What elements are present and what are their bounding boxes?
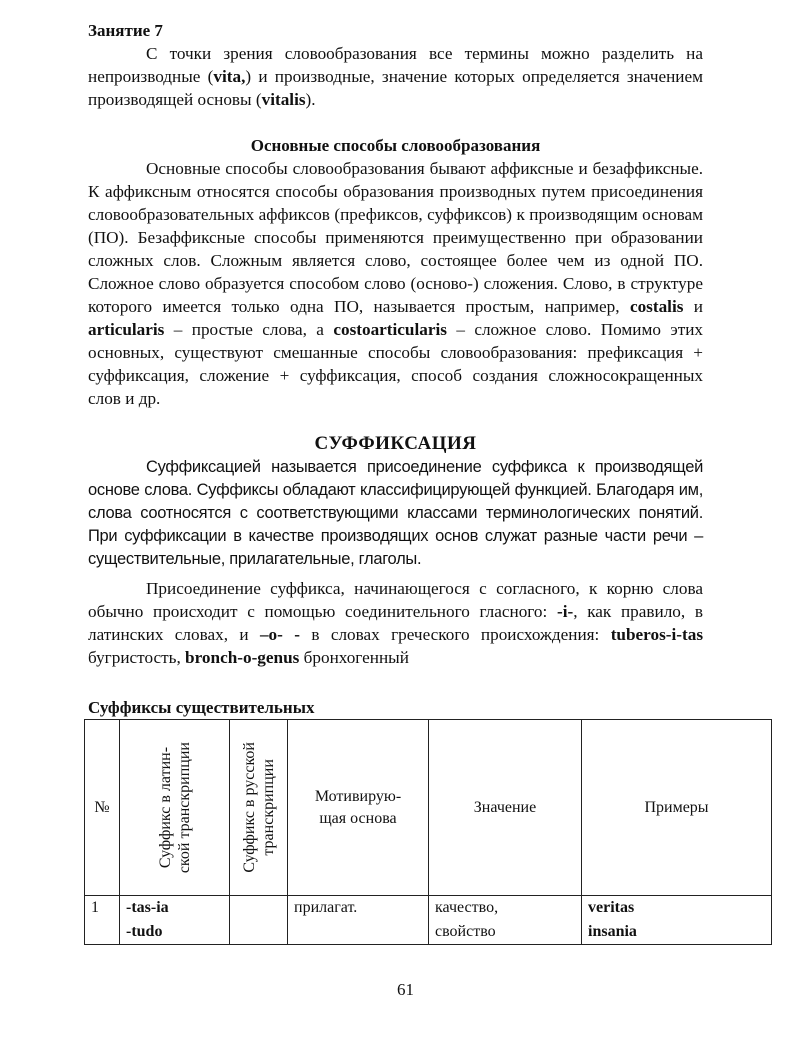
header-meaning: Значение bbox=[429, 720, 582, 896]
cell-latin-suffix: -tas-ia -tudo bbox=[120, 896, 230, 945]
intro-paragraph: С точки зрения словообразования все термины можно разделить на непроизводные (vita,) и производные, значение которых определяется значением производящей основы (vitalis). bbox=[88, 44, 703, 109]
page-number: 61 bbox=[397, 980, 414, 999]
term-costoarticularis: costoarticularis bbox=[333, 320, 447, 339]
table-header-row bbox=[85, 720, 772, 896]
term-bronchogenus: bronch-o-genus bbox=[185, 648, 300, 667]
cell-number: 1 bbox=[85, 896, 120, 945]
term-tuberositas: tuberos-i-tas bbox=[610, 625, 704, 644]
suffix-table bbox=[84, 719, 772, 945]
term-vita: vita, bbox=[213, 67, 246, 86]
cell-examples: veritas insania bbox=[582, 896, 772, 945]
cell-motivating-base: прилагат. bbox=[288, 896, 429, 945]
cell-russian-suffix bbox=[230, 896, 288, 945]
methods-heading: Основные способы словообразования bbox=[250, 136, 541, 155]
header-examples: Примеры bbox=[582, 720, 772, 896]
methods-paragraph: Основные способы словообразования бывают аффиксные и безаффиксные. К аффиксным относятся способы образования производных путем присоединения словообразовательных аффиксов (префиксов, суффиксов) к производящим основам (ПО). Безаффиксные способы применяются преимущественно при образовании сложных слов. Сложным является слово, состоящее более чем из одной ПО. Сложное слово образуется способом слово (осново-) сложения. Слово, в структуре которого имеется только одна ПО, называется простым, например, costalis и articularis – простые слова, а costoarticularis – сложное слово. Помимо этих основных, существуют смешанные способы словообразования: префиксация + суффиксация, сложение + суффиксация, способ создания сложносокращенных слов и др. bbox=[88, 159, 704, 408]
cell-meaning: качество, свойство bbox=[429, 896, 582, 945]
page-content bbox=[88, 20, 709, 945]
header-motivating-base: Мотивирую- щая основа bbox=[288, 720, 429, 896]
term-vitalis: vitalis bbox=[261, 90, 306, 109]
term-articularis: articularis bbox=[88, 320, 165, 339]
suffixation-paragraph-2: Присоединение суффикса, начинающегося с согласного, к корню слова обычно происходит с помощью соединительного гласного: -i-, как правило, в латинских словах, и –о- - в словах греческого происхождения: tuberos-i-tas бугристость, bronch-o-genus бронхогенный bbox=[88, 579, 704, 667]
suffixation-heading: СУФФИКСАЦИЯ bbox=[314, 433, 477, 454]
header-number: № bbox=[85, 720, 120, 896]
term-costalis: costalis bbox=[629, 297, 684, 316]
table-caption: Суффиксы существительных bbox=[88, 698, 315, 717]
table-row bbox=[85, 896, 772, 945]
suffixation-paragraph-1: Суффиксацией называется присоединение суффикса к производящей основе слова. Суффиксы обладают классифицирующей функцией. Благодаря им, слова соотносятся с соответствующими классами терминологических понятий. При суффиксации в качестве производящих основ служат разные части речи – существительные, прилагательные, глаголы. bbox=[88, 458, 703, 568]
header-latin-suffix: Суффикс в латин- ской транскрипции bbox=[120, 720, 230, 896]
lesson-title: Занятие 7 bbox=[88, 21, 163, 40]
header-russian-suffix: Суффикс в русской транскрипции bbox=[230, 720, 288, 896]
